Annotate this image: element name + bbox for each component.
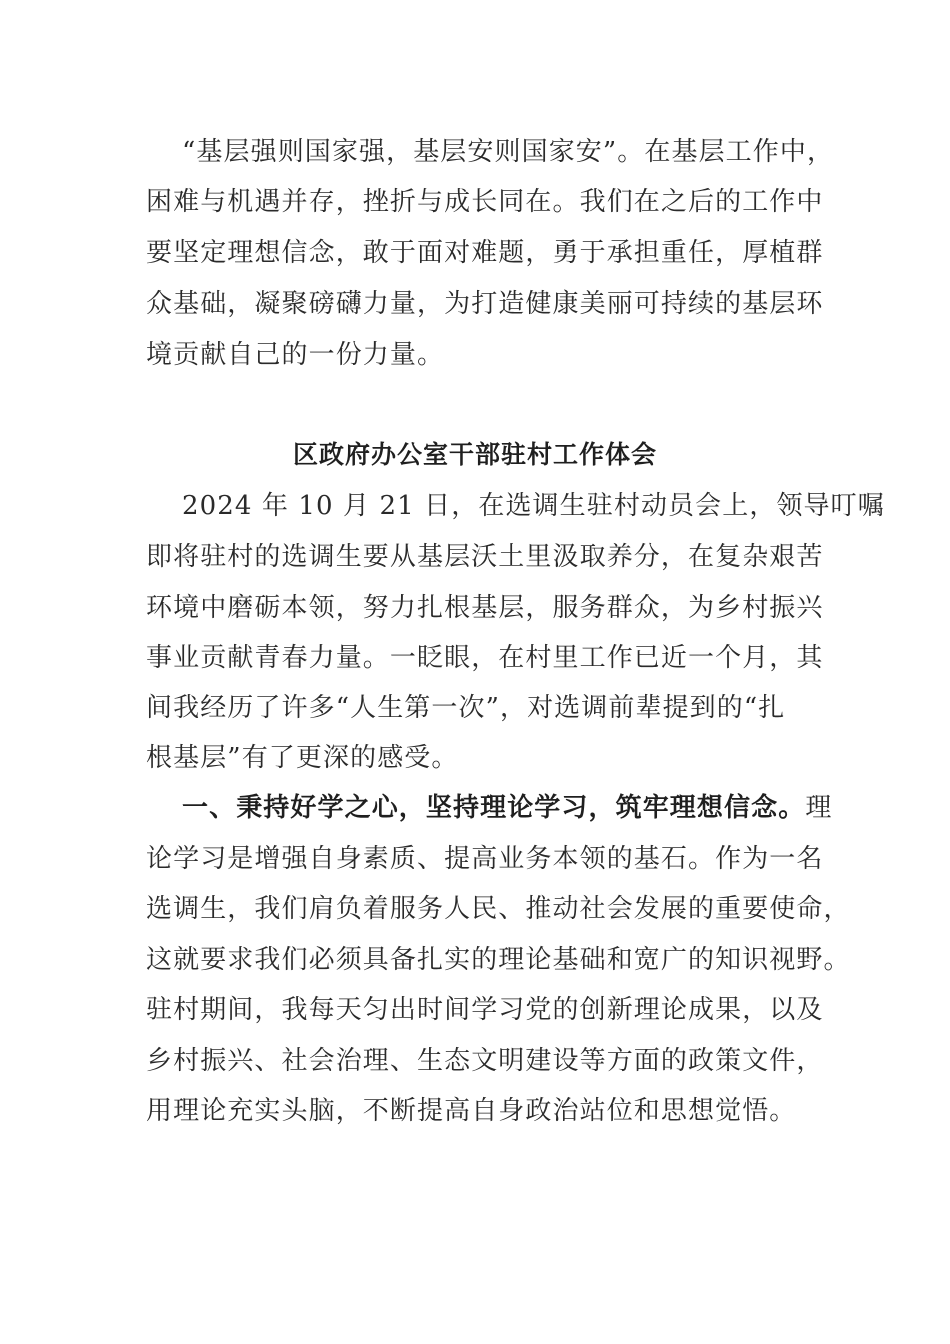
paragraph-2-line-3: 选调生，我们肩负着服务人民、推动社会发展的重要使命， bbox=[146, 894, 851, 924]
section-title: 区政府办公室干部驻村工作体会 bbox=[292, 440, 657, 469]
paragraph-2-line-2: 论学习是增强自身素质、提高业务本领的基石。作为一名 bbox=[146, 844, 824, 874]
paragraph-1-line-3: 环境中磨砺本领，努力扎根基层，服务群众，为乡村振兴 bbox=[146, 593, 824, 623]
paragraph-2-heading: 一、秉持好学之心，坚持理论学习，筑牢理想信念。 bbox=[182, 793, 806, 823]
intro-line-3: 要坚定理想信念，敢于面对难题，勇于承担重任，厚植群 bbox=[146, 238, 824, 268]
paragraph-2-line-5: 驻村期间，我每天匀出时间学习党的创新理论成果，以及 bbox=[146, 995, 824, 1025]
intro-line-1: “基层强则国家强，基层安则国家安”。在基层工作中， bbox=[182, 137, 835, 167]
intro-line-5: 境贡献自己的一份力量。 bbox=[146, 340, 445, 370]
paragraph-2-line-7: 用理论充实头脑，不断提高自身政治站位和思想觉悟。 bbox=[146, 1096, 797, 1126]
paragraph-2-line-1 bbox=[182, 791, 832, 825]
intro-line-2: 困难与机遇并存，挫折与成长同在。我们在之后的工作中 bbox=[146, 187, 824, 217]
paragraph-1-line-1: 2024 年 10 月 21 日，在选调生驻村动员会上，领导叮嘱 bbox=[182, 491, 885, 521]
paragraph-2-line-4: 这就要求我们必须具备扎实的理论基础和宽广的知识视野。 bbox=[146, 945, 851, 975]
paragraph-1-line-5: 间我经历了许多“人生第一次”，对选调前辈提到的“扎 bbox=[146, 693, 786, 723]
intro-line-4: 众基础，凝聚磅礴力量，为打造健康美丽可持续的基层环 bbox=[146, 289, 824, 319]
paragraph-2-first-line-rest: 理 bbox=[805, 793, 833, 823]
paragraph-1-line-2: 即将驻村的选调生要从基层沃土里汲取养分，在复杂艰苦 bbox=[146, 542, 824, 572]
paragraph-1-line-6: 根基层”有了更深的感受。 bbox=[146, 743, 459, 773]
paragraph-2-line-6: 乡村振兴、社会治理、生态文明建设等方面的政策文件， bbox=[146, 1046, 824, 1076]
paragraph-1-line-4: 事业贡献青春力量。一眨眼，在村里工作已近一个月，其 bbox=[146, 643, 824, 673]
